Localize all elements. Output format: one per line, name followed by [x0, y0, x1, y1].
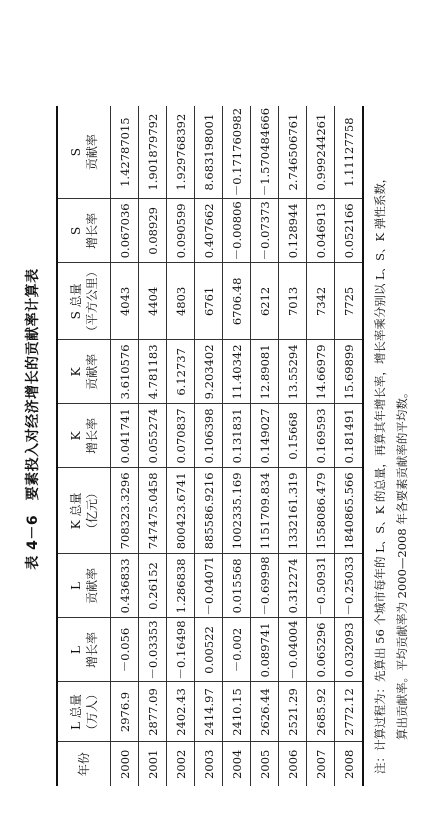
table-cell: 6761	[195, 263, 223, 340]
year-cell: 2000	[111, 742, 139, 786]
table-cell: 14.66979	[307, 340, 335, 404]
header-row	[57, 106, 111, 786]
table-row	[307, 106, 335, 786]
table-cell: －0.04071	[195, 554, 223, 618]
table-cell: 2685.92	[307, 682, 335, 742]
column-header-unit: 贡献率	[85, 353, 99, 390]
table-cell: 0.070837	[167, 404, 195, 468]
table-cell: 0.052166	[335, 199, 364, 263]
table-cell: 0.00522	[195, 618, 223, 682]
table-cell: 7013	[279, 263, 307, 340]
table-cell: 13.55294	[279, 340, 307, 404]
column-header-unit: 贡献率	[85, 567, 99, 604]
table-cell: 2626.44	[251, 682, 279, 742]
table-cell: 1.929768392	[167, 106, 195, 199]
table-row	[139, 106, 167, 786]
footnote	[370, 44, 414, 774]
year-cell: 2007	[307, 742, 335, 786]
table-cell: 2414.97	[195, 682, 223, 742]
table-cell: 0.041741	[111, 404, 139, 468]
table-cell: 1.11127758	[335, 106, 364, 199]
table-cell: 800423.6741	[167, 468, 195, 554]
table-cell: 15.69899	[335, 340, 364, 404]
table-cell: －0.171760982	[223, 106, 251, 199]
table-cell: 6.12737	[167, 340, 195, 404]
table-cell: 0.312274	[279, 554, 307, 618]
table-cell: 8.683198001	[195, 106, 223, 199]
table-row	[223, 106, 251, 786]
column-header-unit: 增长率	[85, 417, 99, 454]
table-cell: 6212	[251, 263, 279, 340]
year-cell: 2005	[251, 742, 279, 786]
table-cell: 1332161.319	[279, 468, 307, 554]
column-header-name: L	[68, 581, 83, 590]
table-cell: －0.69998	[251, 554, 279, 618]
table-cell: 0.065296	[307, 618, 335, 682]
column-header-name: S	[68, 226, 83, 235]
column-header-unit: 增长率	[85, 631, 99, 668]
table-row	[335, 106, 364, 786]
column-header-unit: 贡献率	[85, 134, 99, 171]
column-header-unit: （万人）	[85, 688, 99, 737]
table-cell: 1.42787015	[111, 106, 139, 199]
table-cell: 0.046913	[307, 199, 335, 263]
table-cell: 1002335.169	[223, 468, 251, 554]
table-cell: 0.032093	[335, 618, 364, 682]
table-row	[167, 106, 195, 786]
table-cell: －1.570484666	[251, 106, 279, 199]
table-cell: 1840865.566	[335, 468, 364, 554]
table-cell: 2402.43	[167, 682, 195, 742]
table-cell: 9.203402	[195, 340, 223, 404]
table-cell: 0.15668	[279, 404, 307, 468]
column-header	[57, 682, 111, 742]
table-cell: 6706.48	[223, 263, 251, 340]
column-header-unit: （亿元）	[85, 486, 99, 535]
table-cell: 4043	[111, 263, 139, 340]
column-header-name: L 总量	[68, 694, 83, 730]
table-cell: 1.901879792	[139, 106, 167, 199]
table-cell: 4.781183	[139, 340, 167, 404]
table-row	[279, 106, 307, 786]
table-cell: －0.25033	[335, 554, 364, 618]
table-cell: 0.131831	[223, 404, 251, 468]
column-header-name: K	[68, 431, 83, 441]
table-cell: 0.181491	[335, 404, 364, 468]
table-cell: －0.50931	[307, 554, 335, 618]
table-cell: 747475.0458	[139, 468, 167, 554]
table-cell: 2976.9	[111, 682, 139, 742]
table-cell: －0.002	[223, 618, 251, 682]
column-header-name: S 总量	[68, 283, 83, 320]
table-cell: 0.128944	[279, 199, 307, 263]
table-cell: 1558086.479	[307, 468, 335, 554]
column-header	[57, 742, 111, 786]
column-header-name: L	[68, 645, 83, 654]
table-cell: 12.89081	[251, 340, 279, 404]
table-cell: 708323.3296	[111, 468, 139, 554]
table-cell: 0.999244261	[307, 106, 335, 199]
table-cell: －0.03353	[139, 618, 167, 682]
table-row	[251, 106, 279, 786]
table-cell: 4803	[167, 263, 195, 340]
column-header	[57, 199, 111, 263]
footnote-line-2: 算出贡献率。平均贡献率为 2000—2008 年各要素贡献率的平均数。	[394, 386, 409, 740]
column-header	[57, 106, 111, 199]
column-header	[57, 340, 111, 404]
table-cell: 0.26152	[139, 554, 167, 618]
table-cell: 0.089741	[251, 618, 279, 682]
table-cell: 2772.12	[335, 682, 364, 742]
column-header-name: K	[68, 367, 83, 377]
year-cell: 2008	[335, 742, 364, 786]
table-cell: 0.169593	[307, 404, 335, 468]
table-body	[111, 106, 364, 786]
table-cell: －0.16498	[167, 618, 195, 682]
table-cell: 7342	[307, 263, 335, 340]
contribution-table	[56, 106, 364, 786]
table-title: 表 4－6 要素投入对经济增长的贡献率计算表	[25, 268, 41, 570]
year-cell: 2004	[223, 742, 251, 786]
column-header-name: K 总量	[68, 492, 83, 530]
column-header-unit: 增长率	[85, 212, 99, 249]
table-cell: 0.149027	[251, 404, 279, 468]
column-header-name: 年份	[76, 752, 91, 777]
footnote-line-1: 注：计算过程为：先算出 56 个城市每年的 L、S、K 的总量，再算其年增长率，增长率乘分别以 L、S、K 弹性系数，	[373, 171, 387, 774]
table-cell: 0.106398	[195, 404, 223, 468]
table-row	[111, 106, 139, 786]
table-cell: 2521.29	[279, 682, 307, 742]
table-cell: 0.407662	[195, 199, 223, 263]
table-cell: 0.436833	[111, 554, 139, 618]
table-cell: －0.00806	[223, 199, 251, 263]
table-cell: 7725	[335, 263, 364, 340]
table-cell: 0.055274	[139, 404, 167, 468]
table-cell: 0.08929	[139, 199, 167, 263]
table-cell: 885586.9216	[195, 468, 223, 554]
table-cell: 3.610576	[111, 340, 139, 404]
year-cell: 2001	[139, 742, 167, 786]
table-cell: 11.40342	[223, 340, 251, 404]
table-cell: 2877.09	[139, 682, 167, 742]
table-cell: 0.090599	[167, 199, 195, 263]
column-header-name: S	[68, 148, 83, 157]
table-cell: 1151709.834	[251, 468, 279, 554]
year-cell: 2003	[195, 742, 223, 786]
table-cell: －0.04004	[279, 618, 307, 682]
table-cell: －0.07373	[251, 199, 279, 263]
table-cell: 1.286838	[167, 554, 195, 618]
column-header	[57, 618, 111, 682]
column-header	[57, 263, 111, 340]
column-header-unit: （平方公里）	[85, 265, 99, 338]
column-header	[57, 468, 111, 554]
table-cell: －0.056	[111, 618, 139, 682]
table-cell: 0.067036	[111, 199, 139, 263]
year-cell: 2002	[167, 742, 195, 786]
column-header	[57, 404, 111, 468]
table-row	[195, 106, 223, 786]
year-cell: 2006	[279, 742, 307, 786]
table-cell: 0.015568	[223, 554, 251, 618]
column-header	[57, 554, 111, 618]
table-cell: 2410.15	[223, 682, 251, 742]
table-cell: 2.746506761	[279, 106, 307, 199]
table-cell: 4404	[139, 263, 167, 340]
